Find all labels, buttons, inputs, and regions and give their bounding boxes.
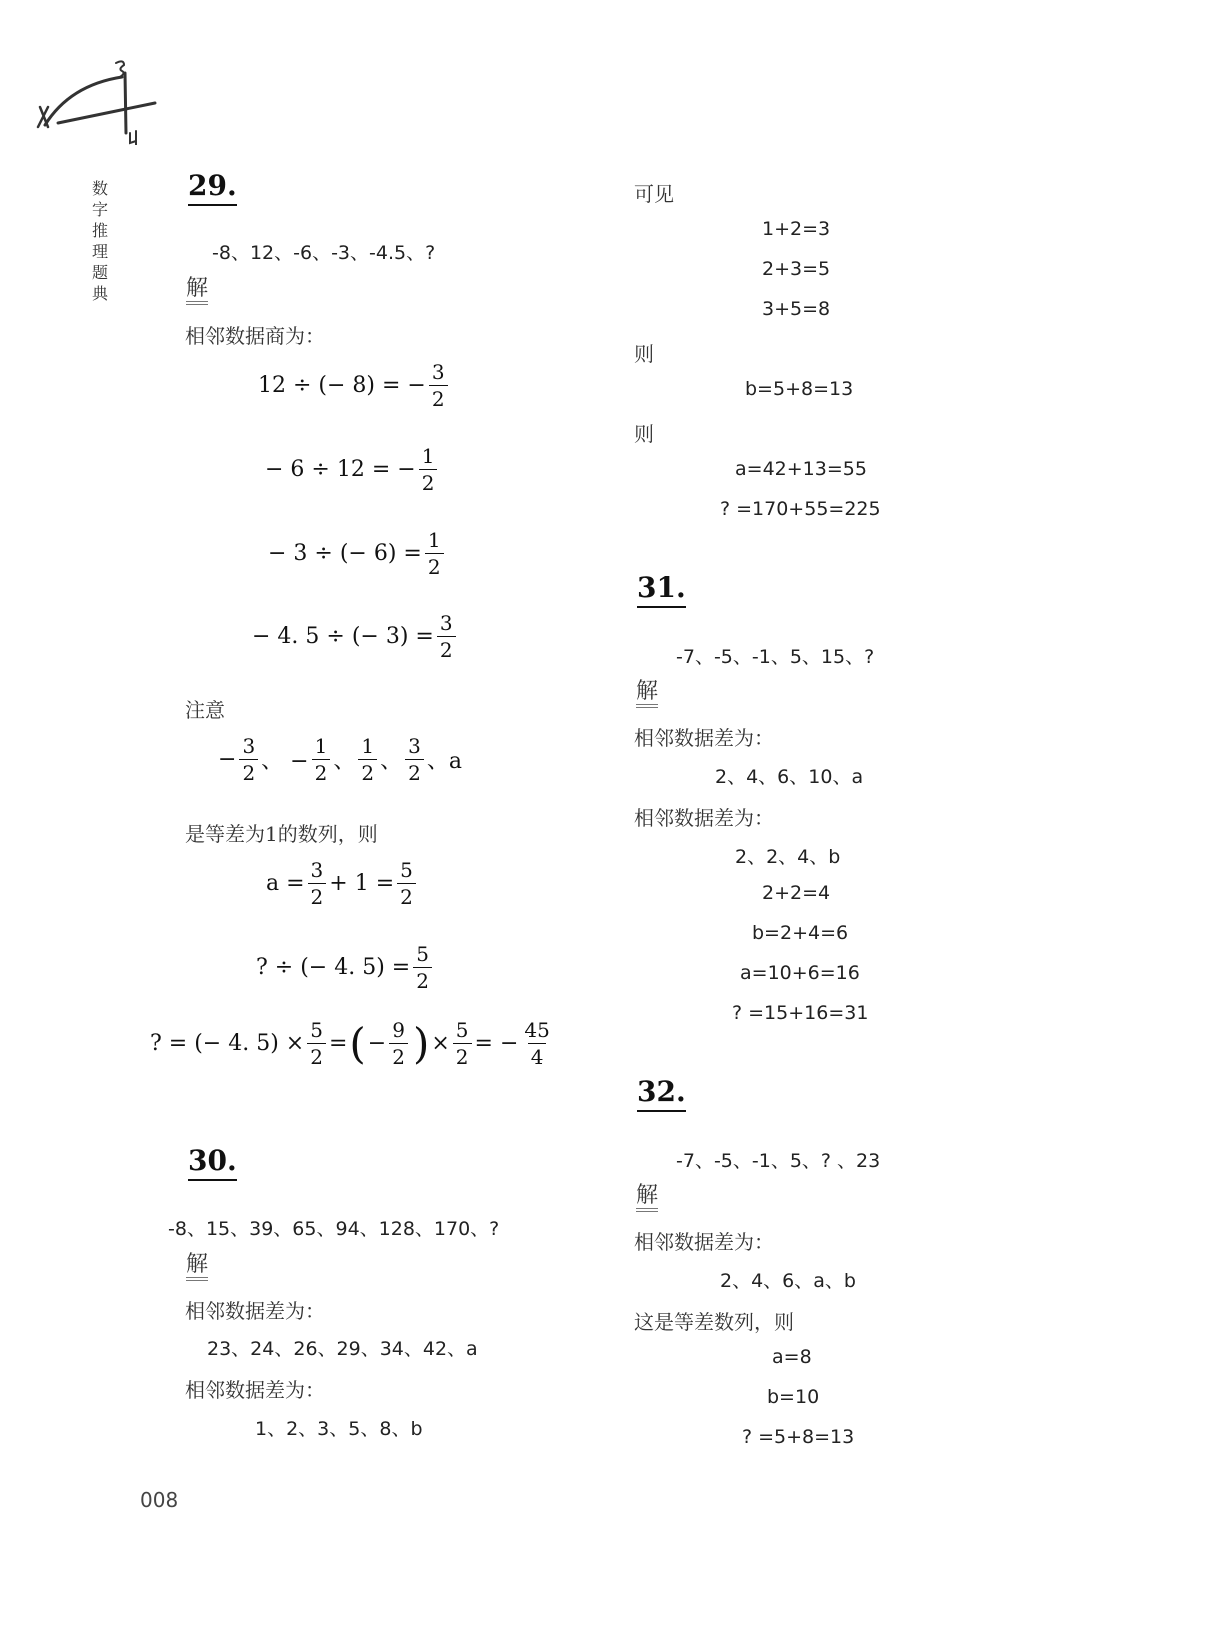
fraction-num: 5 xyxy=(400,858,413,882)
fraction xyxy=(521,1020,552,1067)
fraction xyxy=(239,736,258,783)
fraction-num: 1 xyxy=(427,528,441,552)
fraction-den: 2 xyxy=(308,883,327,907)
problem-30-solution-label: 解 xyxy=(186,1254,208,1281)
problem-32-sequence: -7、-5、-1、5、? 、23 xyxy=(676,1150,881,1172)
problem-32-line: b=10 xyxy=(767,1386,820,1408)
problem-29-eq-final xyxy=(150,1020,556,1067)
problem-29-eq3 xyxy=(268,530,447,577)
sidebar-title-char: 数 xyxy=(91,179,108,198)
problem-31-diff1: 2、4、6、10、a xyxy=(715,766,864,788)
eq-text: ? ÷ (− 4. 5) = xyxy=(256,955,411,980)
left-paren: ( xyxy=(349,1018,366,1068)
fraction-num: 1 xyxy=(421,444,435,468)
fraction-num: 5 xyxy=(310,1018,323,1042)
problem-29-arith-text: 是等差为1的数列，则 xyxy=(185,822,378,846)
sidebar-title-char: 理 xyxy=(91,242,108,261)
sidebar-title-char: 典 xyxy=(91,284,108,303)
problem-31-diff2-label: 相邻数据差为： xyxy=(634,806,774,830)
problem-30-diff1: 23、24、26、29、34、42、a xyxy=(207,1338,478,1360)
fraction-num: 9 xyxy=(392,1018,405,1042)
eq-text: a = xyxy=(266,871,305,896)
problem-29-solution-label: 解 xyxy=(186,278,208,305)
fraction-num: 3 xyxy=(310,858,324,882)
problem-31-diff1-label: 相邻数据差为： xyxy=(634,726,774,750)
eq-text: 、a xyxy=(426,749,462,774)
fraction-num: 5 xyxy=(455,1018,469,1042)
problem-31-sequence: -7、-5、-1、5、15、? xyxy=(676,646,875,668)
problem-30-sequence: -8、15、39、65、94、128、170、? xyxy=(168,1218,500,1240)
problem-29-number: 29. xyxy=(188,172,237,206)
problem-29-fraction-sequence xyxy=(218,736,462,783)
problem-31-line: ? =15+16=31 xyxy=(732,1002,869,1024)
fraction xyxy=(437,613,456,660)
fraction xyxy=(405,736,424,783)
eq-text: − xyxy=(367,1031,387,1056)
fraction-den: 4 xyxy=(528,1043,547,1067)
eq-text: − xyxy=(218,747,237,772)
sidebar-title-char: 题 xyxy=(91,263,108,282)
fraction-den: 2 xyxy=(405,759,424,783)
eq-text: 、 xyxy=(333,749,356,774)
fraction-den: 2 xyxy=(307,1043,326,1067)
fraction xyxy=(429,362,448,409)
fraction-num: 3 xyxy=(439,611,453,635)
fraction-den: 2 xyxy=(358,759,377,783)
fraction-den: 2 xyxy=(389,1043,408,1067)
eq-text: + 1 = xyxy=(329,871,395,896)
problem-31-diff2: 2、2、4、b xyxy=(735,846,841,868)
problem-29-sequence: -8、12、-6、-3、-4.5、? xyxy=(212,242,436,264)
fraction-den: 2 xyxy=(413,967,432,991)
eq-text: = − xyxy=(474,1031,519,1056)
problem-29-eq-q xyxy=(256,944,435,991)
eq-text: − 6 ÷ 12 = − xyxy=(265,457,416,482)
fraction-num: 3 xyxy=(408,734,421,758)
page-number: 008 xyxy=(140,1488,179,1512)
problem-30-a-eq: a=42+13=55 xyxy=(735,458,867,480)
problem-32-arith: 这是等差数列，则 xyxy=(634,1310,794,1334)
fraction-den: 2 xyxy=(312,759,331,783)
fraction-den: 2 xyxy=(419,469,438,493)
fraction xyxy=(312,736,331,783)
problem-30-q-eq: ? =170+55=225 xyxy=(720,498,881,520)
problem-29-eq2 xyxy=(265,446,440,493)
fraction xyxy=(307,1020,326,1067)
problem-32-solution-label: 解 xyxy=(636,1185,658,1212)
problem-31-line: 2+2=4 xyxy=(762,882,831,904)
problem-30-then2: 则 xyxy=(634,422,654,446)
eq-text: − 4. 5 ÷ (− 3) = xyxy=(252,624,434,649)
problem-29-note: 注意 xyxy=(185,698,225,722)
fraction-den: 2 xyxy=(429,385,448,409)
problem-30-b-eq: b=5+8=13 xyxy=(745,378,854,400)
fraction-num: 3 xyxy=(242,734,256,758)
problem-31-number: 31. xyxy=(637,574,686,608)
fraction-den: 2 xyxy=(453,1043,472,1067)
eq-text: 12 ÷ (− 8) = − xyxy=(258,373,426,398)
fraction xyxy=(453,1020,472,1067)
problem-29-eq1 xyxy=(258,362,451,409)
problem-30-seen: 可见 xyxy=(634,182,674,206)
fraction-num: 45 xyxy=(524,1018,550,1042)
eq-text: − 3 ÷ (− 6) = xyxy=(268,541,422,566)
sidebar-title-char: 字 xyxy=(91,200,108,219)
problem-32-line: a=8 xyxy=(772,1346,812,1368)
problem-30-line: 3+5=8 xyxy=(762,298,831,320)
problem-30-then1: 则 xyxy=(634,342,654,366)
problem-30-number: 30. xyxy=(188,1147,237,1181)
fraction xyxy=(389,1020,408,1067)
problem-29-eq4 xyxy=(252,613,459,660)
eq-text: = xyxy=(328,1031,348,1056)
fraction-num: 5 xyxy=(416,942,429,966)
problem-30-line: 1+2=3 xyxy=(762,218,831,240)
eq-text: 、 xyxy=(380,749,403,774)
fraction-den: 2 xyxy=(239,759,258,783)
fraction-den: 2 xyxy=(397,883,416,907)
fraction-den: 2 xyxy=(437,636,456,660)
fraction-num: 3 xyxy=(431,360,445,384)
problem-29-intro: 相邻数据商为： xyxy=(185,324,325,348)
fraction-num: 1 xyxy=(361,734,375,758)
fraction xyxy=(397,860,416,907)
fraction xyxy=(413,944,432,991)
sidebar-book-title xyxy=(90,178,110,304)
problem-31-solution-label: 解 xyxy=(636,681,658,708)
problem-32-number: 32. xyxy=(637,1078,686,1112)
eq-text: 、 − xyxy=(261,749,309,774)
fraction-den: 2 xyxy=(425,553,444,577)
problem-30-diff2-label: 相邻数据差为： xyxy=(185,1378,325,1402)
eq-text: ? = (− 4. 5) × xyxy=(150,1031,305,1056)
problem-30-line: 2+3=5 xyxy=(762,258,831,280)
right-paren: ) xyxy=(412,1018,430,1068)
problem-31-line: b=2+4=6 xyxy=(752,922,849,944)
fraction xyxy=(419,446,438,493)
problem-30-diff1-label: 相邻数据差为： xyxy=(185,1299,325,1323)
fraction xyxy=(358,736,377,783)
problem-32-diff1-label: 相邻数据差为： xyxy=(634,1230,774,1254)
fraction-num: 1 xyxy=(314,734,328,758)
problem-32-diff1: 2、4、6、a、b xyxy=(720,1270,856,1292)
eq-text: × xyxy=(431,1031,450,1056)
problem-29-eq-a xyxy=(266,860,419,907)
problem-30-diff2: 1、2、3、5、8、b xyxy=(255,1418,423,1440)
fraction xyxy=(425,530,444,577)
fraction xyxy=(308,860,327,907)
problem-32-line: ? =5+8=13 xyxy=(742,1426,855,1448)
axes-logo-icon xyxy=(30,55,165,145)
problem-31-line: a=10+6=16 xyxy=(740,962,860,984)
sidebar-title-char: 推 xyxy=(91,221,108,240)
